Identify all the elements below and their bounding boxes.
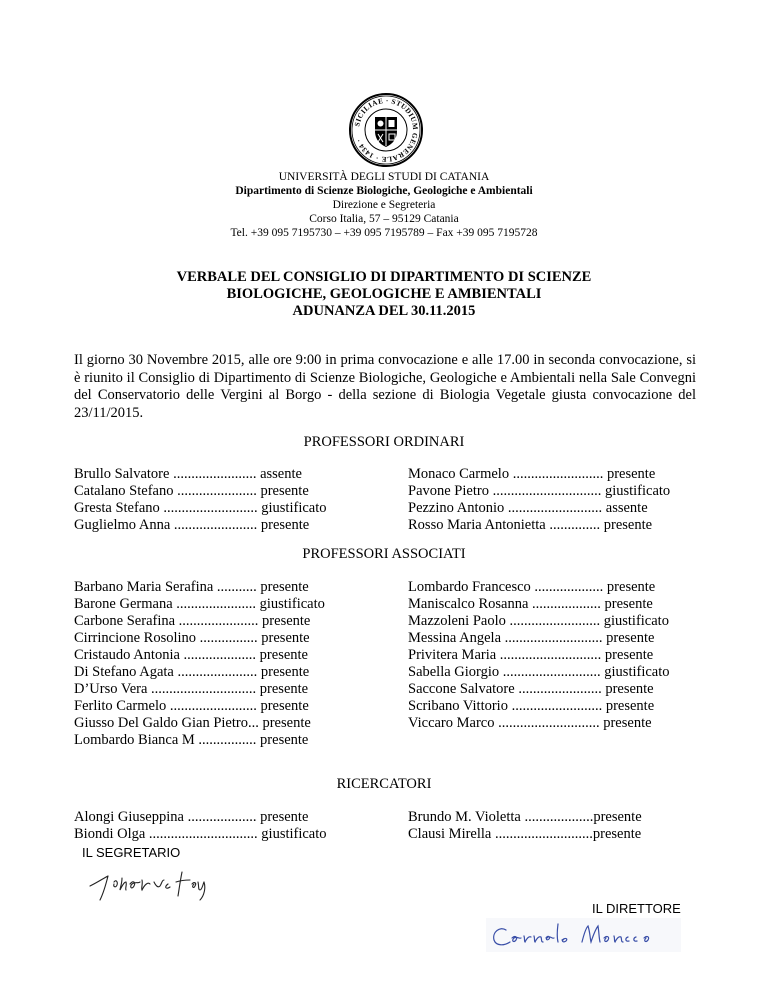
section-title-ricercatori: RICERCATORI [336, 776, 432, 792]
attendance-row: Giusso Del Galdo Gian Pietro... presente [74, 715, 311, 731]
attendance-row: Biondi Olga .............................. giustificato [74, 826, 327, 842]
attendance-row: Alongi Giuseppina ................... presente [74, 809, 309, 825]
attendance-row: Guglielmo Anna ....................... presente [74, 517, 310, 533]
title-line-2: BIOLOGICHE, GEOLOGICHE E AMBIENTALI [226, 286, 542, 302]
attendance-row: Saccone Salvatore ....................... presente [408, 681, 654, 697]
attendance-row: Mazzoleni Paolo ......................... giustificato [408, 613, 669, 629]
attendance-row: Privitera Maria ............................ presente [408, 647, 654, 663]
secretary-signature [84, 864, 224, 906]
office-name: Direzione e Segreteria [332, 199, 436, 211]
intro-paragraph: Il giorno 30 Novembre 2015, alle ore 9:00 in prima convocazione e alle 17.00 in seconda convocazione, si è riunito il Consiglio di Dipartimento di Scienze Biologiche, Geologiche e Ambientali nella Sale Convegni del Conservatorio delle Vergini al Borgo - della sezione di Biologia Vegetale giusta convocazione del 23/11/2015. [74, 352, 696, 421]
address: Corso Italia, 57 – 95129 Catania [309, 213, 459, 225]
associati-left-list [74, 579, 364, 749]
secretary-label: IL SEGRETARIO [82, 845, 181, 860]
attendance-row: Cirrincione Rosolino ................ presente [74, 630, 310, 646]
attendance-row: Cristaudo Antonia .................... presente [74, 647, 308, 663]
attendance-row: Pezzino Antonio .......................... assente [408, 500, 648, 516]
ordinari-right-list [408, 466, 698, 534]
university-name: UNIVERSITÀ DEGLI STUDI DI CATANIA [278, 171, 490, 183]
document-title [0, 269, 768, 320]
attendance-row: Barone Germana ...................... giustificato [74, 596, 325, 612]
section-title-ordinari: PROFESSORI ORDINARI [303, 434, 465, 450]
title-line-1: VERBALE DEL CONSIGLIO DI DIPARTIMENTO DI SCIENZE [176, 269, 592, 285]
attendance-row: Catalano Stefano ...................... presente [74, 483, 309, 499]
attendance-row: Barbano Maria Serafina ........... presente [74, 579, 309, 595]
attendance-row: Lombardo Francesco ................... presente [408, 579, 656, 595]
attendance-row: Pavone Pietro .............................. giustificato [408, 483, 671, 499]
director-signature [486, 918, 681, 952]
seal-ring-text: SICILIAE · STUDIUM GENERALE · 1434 · [353, 96, 420, 164]
ricercatori-left-list [74, 809, 364, 843]
letterhead [0, 170, 768, 240]
attendance-row: Scribano Vittorio ......................... presente [408, 698, 655, 714]
attendance-row: Sabella Giorgio ........................... giustificato [408, 664, 670, 680]
ordinari-left-list [74, 466, 364, 534]
university-seal [348, 92, 424, 168]
title-line-3: ADUNANZA DEL 30.11.2015 [292, 303, 476, 319]
contacts: Tel. +39 095 7195730 – +39 095 7195789 – Fax +39 095 7195728 [230, 227, 538, 239]
attendance-row: Viccaro Marco ............................ presente [408, 715, 652, 731]
attendance-row: Brullo Salvatore ....................... assente [74, 466, 302, 482]
section-title-associati: PROFESSORI ASSOCIATI [302, 546, 466, 562]
attendance-row: Clausi Mirella ...........................presente [408, 826, 642, 842]
director-label: IL DIRETTORE [592, 901, 681, 916]
attendance-row: Monaco Carmelo ......................... presente [408, 466, 656, 482]
attendance-row: Brundo M. Violetta ...................presente [408, 809, 642, 825]
ricercatori-right-list [408, 809, 698, 843]
attendance-row: Rosso Maria Antonietta .............. presente [408, 517, 653, 533]
department-name: Dipartimento di Scienze Biologiche, Geologiche e Ambientali [235, 185, 533, 197]
attendance-row: Ferlito Carmelo ........................ presente [74, 698, 309, 714]
attendance-row: Lombardo Bianca M ................ presente [74, 732, 309, 748]
attendance-row: Di Stefano Agata ...................... presente [74, 664, 310, 680]
attendance-row: Maniscalco Rosanna ................... presente [408, 596, 653, 612]
associati-right-list [408, 579, 698, 732]
attendance-row: Carbone Serafina ...................... presente [74, 613, 311, 629]
attendance-row: Messina Angela ........................... presente [408, 630, 655, 646]
attendance-row: D’Urso Vera ............................. presente [74, 681, 309, 697]
attendance-row: Gresta Stefano .......................... giustificato [74, 500, 327, 516]
